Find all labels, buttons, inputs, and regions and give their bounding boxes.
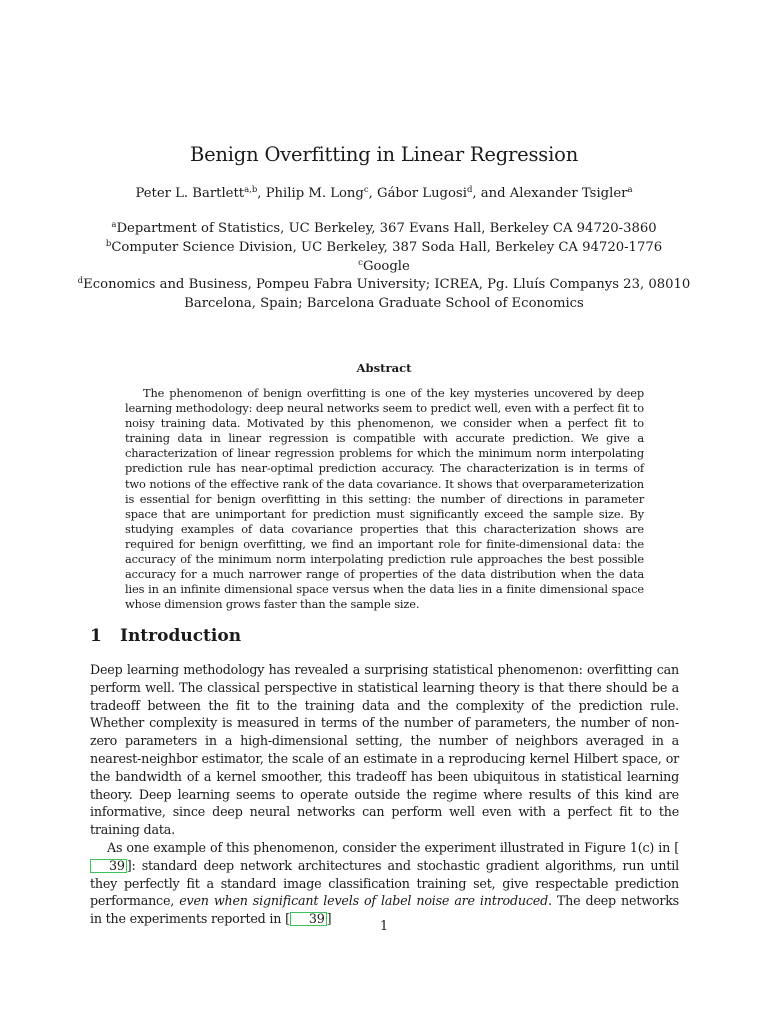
- section-title: Introduction: [120, 626, 242, 646]
- abstract-heading: Abstract: [356, 361, 412, 375]
- affiliation: $^d$Economics and Business, Pompeu Fabra University; ICREA, Pg. Lluís Companys 23, 08010: [77, 276, 691, 293]
- section-heading: [90, 626, 241, 646]
- citation-link[interactable]: 39: [290, 912, 327, 926]
- paragraph: Deep learning methodology has revealed a surprising statistical phenomenon: overfitting can perform well. The classical perspective in statistical learning theory is that there should be a tradeoff between the fit to the training data and the complexity of the prediction rule. Whether complexity is measured in terms of the number of parameters, the number of non-zero parameters in a high-dimensional setting, the number of neighbors averaged in a nearest-neighbor estimator, the scale of an estimate in a reproducing kernel Hilbert space, or the bandwidth of a kernel smoother, this tradeoff has been ubiquitous in statistical learning theory. Deep learning seems to operate outside the regime where results of this kind are informative, since deep neural networks can perform well even with a perfect fit to the training data.: [90, 662, 679, 838]
- author: Philip M. Long$^c$: [265, 185, 369, 201]
- emphasis: even when significant levels of label noise are introduced: [179, 893, 548, 909]
- author-list: Peter L. Bartlett$^{a,b}$, Philip M. Long$^c$, Gábor Lugosi$^d$, and Alexander Tsigler$^a$: [135, 185, 633, 201]
- affiliations: [0, 220, 768, 314]
- section-number: 1: [90, 626, 102, 646]
- citation-link[interactable]: 39: [90, 859, 127, 873]
- abstract-text: The phenomenon of benign overfitting is one of the key mysteries uncovered by deep learning methodology: deep neural networks seem to predict well, even with a perfect fit to noisy training data. Motivated by this phenomenon, we consider when a perfect fit to training data in linear regression is compatible with accurate prediction. We give a characterization of linear regression problems for which the minimum norm interpolating prediction rule has near-optimal prediction accuracy. The characterization is in terms of two notions of the effective rank of the data covariance. It shows that overparameterization is essential for benign overfitting in this setting: the number of directions in parameter space that are unimportant for prediction must significantly exceed the sample size. By studying examples of data covariance properties that this characterization shows are required for benign overfitting, we find an important role for finite-dimensional data: the accuracy of the minimum norm interpolating prediction rule approaches the best possible accuracy for a much narrower range of properties of the data distribution when the data lies in an infinite dimensional space versus when the data lies in a finite dimensional space whose dimension grows faster than the sample size.: [125, 386, 644, 612]
- affiliation: $^a$Department of Statistics, UC Berkeley, 367 Evans Hall, Berkeley CA 94720-3860: [111, 220, 657, 236]
- paper-title: Benign Overfitting in Linear Regression: [189, 143, 579, 166]
- affiliation: $^c$Google: [358, 257, 410, 274]
- paragraph: As one example of this phenomenon, consider the experiment illustrated in Figure 1(c) in [39 ]: standard deep network architectures and stochastic gradient algorithms, run until they perfectly fit a standard image classification training set, give respectable prediction performance, even when significant levels of label noise are introduced. The deep networks in the experiments reported in [ 39 ]: [90, 839, 679, 927]
- author: Gábor Lugosi$^d$: [377, 185, 473, 201]
- author: Peter L. Bartlett$^{a,b}$: [135, 185, 258, 201]
- page-number: 1: [379, 918, 389, 933]
- affiliation: $^b$Computer Science Division, UC Berkeley, 387 Soda Hall, Berkeley CA 94720-1776: [105, 238, 663, 255]
- affiliation-continuation: Barcelona, Spain; Barcelona Graduate School of Economics: [184, 296, 584, 312]
- section-body: [90, 661, 679, 928]
- author: Alexander Tsigler$^a$: [509, 185, 633, 201]
